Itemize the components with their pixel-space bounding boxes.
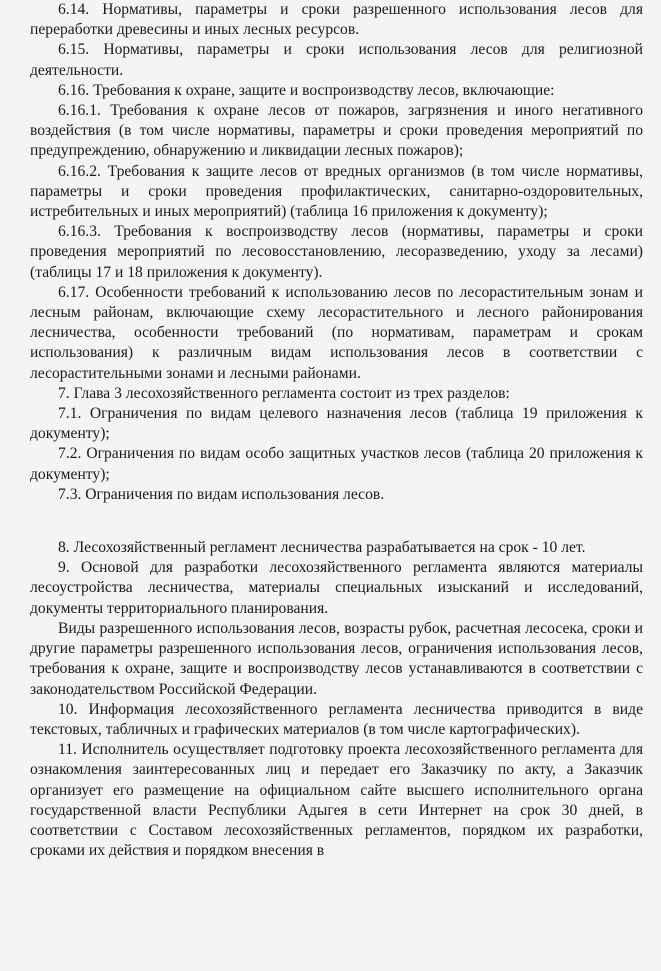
paragraph-9: 9. Основой для разработки лесохозяйственного регламента являются материалы лесоустройства лесничества, материалы специальных изысканий и исследований, документы территориального планирования. <box>30 559 643 617</box>
paragraph-8: 8. Лесохозяйственный регламент лесничества разрабатывается на срок - 10 лет. <box>58 539 586 557</box>
paragraph-6-16-2: 6.16.2. Требования к защите лесов от вредных организмов (в том числе нормативы, параметры и сроки проведения профилактических, санитарно-оздоровительных, истребительных и иных мероприятий) (таблица 16 приложения к документу); <box>30 162 643 221</box>
blank-spacer <box>30 505 643 538</box>
paragraph-7-3: 7.3. Ограничения по видам использования лесов. <box>58 485 385 503</box>
paragraph-6-15: 6.15. Нормативы, параметры и сроки использования лесов для религиозной деятельности. <box>30 41 643 79</box>
paragraph-7-1: 7.1. Ограничения по видам целевого назначения лесов (таблица 19 приложения к документу); <box>30 405 643 443</box>
paragraph-9-continued: Виды разрешенного использования лесов, возрасты рубок, расчетная лесосека, сроки и другие параметры разрешенного использования лесов, ограничения использования лесов, требования к охране, защите и воспроизводству лесов устанавливаются в соответствии с законодательством Российской Федерации. <box>30 619 643 698</box>
paragraph-6-16-3: 6.16.3. Требования к воспроизводству лесов (нормативы, параметры и сроки проведения мероприятий по лесовосстановлению, лесоразведению, уходу за лесами) (таблицы 17 и 18 приложения к документу). <box>30 223 643 281</box>
paragraph-7-2: 7.2. Ограничения по видам особо защитных участков лесов (таблица 20 приложения к документу); <box>30 445 643 483</box>
paragraph-11: 11. Исполнитель осуществляет подготовку проекта лесохозяйственного регламента для ознакомления заинтересованных лиц и передает его Заказчику по акту, а Заказчик организует его размещение на официальном сайте высшего исполнительного органа государственной власти Республики Адыгея в сети Интернет на срок 30 дней, в соответствии с Составом лесохозяйственных регламентов, порядком их разработки, сроками их действия и порядком внесения в <box>30 741 643 860</box>
paragraph-6-16-1: 6.16.1. Требования к охране лесов от пожаров, загрязнения и иного негативного воздействия (в том числе нормативы, параметры и сроки проведения мероприятий по предупреждению, обнаружению и ликвидации лесных пожаров); <box>30 102 643 160</box>
paragraph-6-17: 6.17. Особенности требований к использованию лесов по лесорастительным зонам и лесным районам, включающие схему лесорастительного и лесного районирования лесничества, особенности требований (по нормативам, параметрам и срокам использования) к различным видам использования лесов в соответствии с лесорастительными зонами и лесными районами. <box>30 283 643 382</box>
paragraph-7: 7. Глава 3 лесохозяйственного регламента состоит из трех разделов: <box>58 384 510 402</box>
paragraph-6-14: 6.14. Нормативы, параметры и сроки разрешенного использования лесов для переработки древесины и иных лесных ресурсов. <box>30 1 643 39</box>
paragraph-6-16: 6.16. Требования к охране, защите и воспроизводству лесов, включающие: <box>58 81 555 99</box>
paragraph-10: 10. Информация лесохозяйственного регламента лесничества приводится в виде текстовых, табличных и графических материалов (в том числе картографических). <box>30 700 643 738</box>
